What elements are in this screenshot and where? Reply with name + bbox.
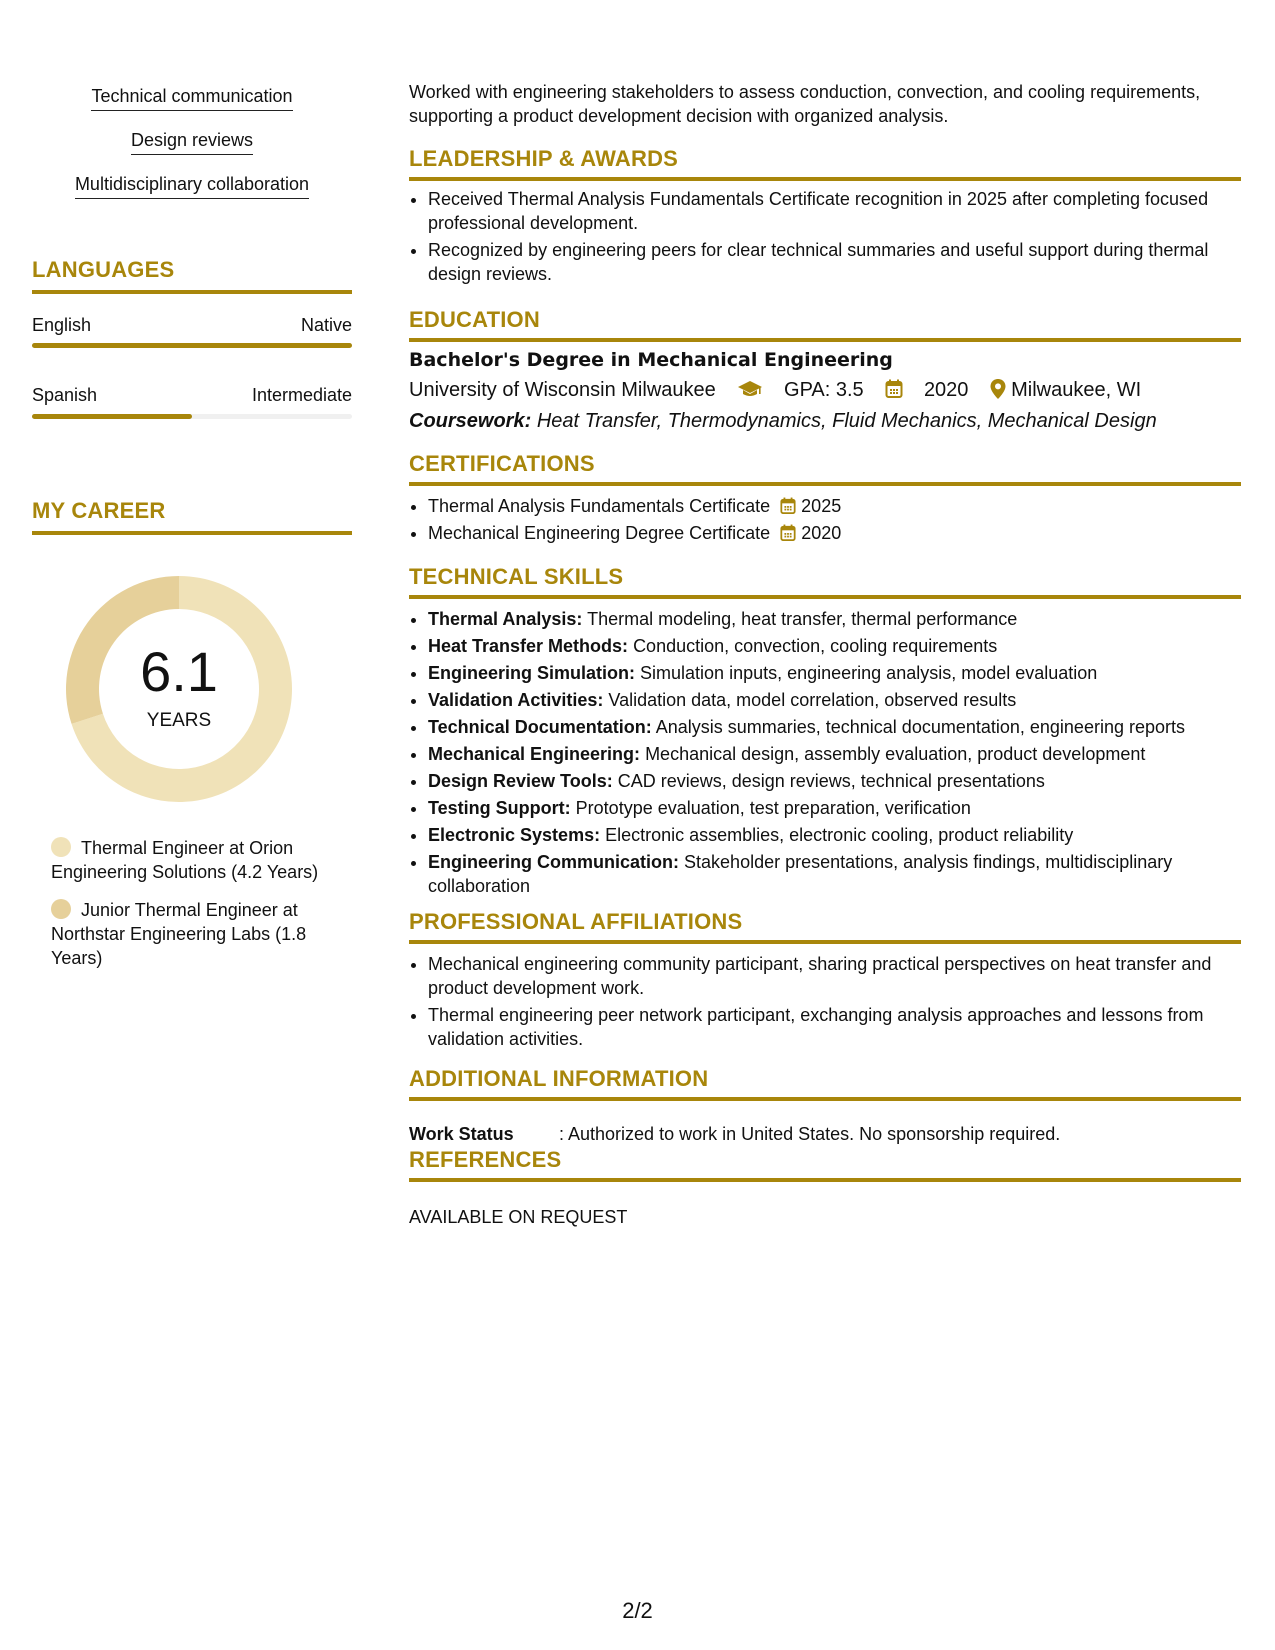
skill-item [428, 823, 1260, 847]
graduation-year: 2020 [923, 379, 969, 401]
career-legend-label: Thermal Engineer at Orion Engineering Solutions (4.2 Years) [51, 838, 319, 882]
legend-dot [51, 837, 71, 857]
skill-text: Conduction, convection, cooling requirements [633, 636, 998, 656]
location-pin-icon [990, 379, 1006, 399]
gpa: GPA: 3.5 [784, 379, 864, 401]
skill-label: Electronic Systems: [428, 825, 601, 845]
skills-heading: TECHNICAL SKILLS [409, 563, 1241, 599]
intro-paragraph: Worked with engineering stakeholders to assess conduction, convection, and cooling requirements, supporting a product development decision with organized analysis. [409, 82, 1201, 126]
certification-year: 2025 [801, 496, 842, 516]
skill-text: Stakeholder presentations, analysis findings, multidisciplinary collaboration [428, 852, 1173, 896]
references-heading: REFERENCES [409, 1146, 1241, 1182]
language-proficiency-bar [32, 343, 352, 348]
skill-item [428, 634, 1260, 658]
degree-title: Bachelor's Degree in Mechanical Engineering [409, 349, 893, 371]
skill-text: Mechanical design, assembly evaluation, product development [645, 744, 1146, 764]
certifications-list [409, 494, 1260, 548]
career-legend-label: Junior Thermal Engineer at Northstar Engineering Labs (1.8 Years) [51, 900, 307, 968]
language-row [32, 313, 352, 337]
language-proficiency-fill [32, 414, 192, 419]
skill-label: Design Review Tools: [428, 771, 613, 791]
work-status-label: Work Status [409, 1124, 514, 1144]
certification-item [428, 494, 1260, 518]
education-heading: EDUCATION [409, 306, 1241, 342]
skill-text: Electronic assemblies, electronic cooling, product reliability [605, 825, 1074, 845]
career-legend [51, 836, 321, 984]
skill-item [428, 688, 1260, 712]
calendar-icon [885, 379, 903, 399]
skill-text: Prototype evaluation, test preparation, verification [575, 798, 971, 818]
list-item: • Thermal engineering peer network participant, exchanging analysis approaches and lessons from validation activities. [428, 1003, 1260, 1051]
tag: Design reviews [131, 128, 253, 155]
language-row [32, 383, 352, 407]
skill-label: Testing Support: [428, 798, 571, 818]
skill-text: Analysis summaries, technical documentation, engineering reports [655, 717, 1185, 737]
language-level: Native [300, 315, 352, 335]
skill-label: Technical Documentation: [428, 717, 652, 737]
certification-item [428, 521, 1260, 545]
skill-label: Validation Activities: [428, 690, 604, 710]
school-name: University of Wisconsin Milwaukee [409, 379, 716, 401]
skill-text: CAD reviews, design reviews, technical presentations [617, 771, 1045, 791]
affiliations-heading: PROFESSIONAL AFFILIATIONS [409, 908, 1241, 944]
certification-name: Thermal Analysis Fundamentals Certificate [428, 496, 771, 516]
work-status-value: : Authorized to work in United States. No sponsorship required. [559, 1124, 1061, 1144]
certifications-heading: CERTIFICATIONS [409, 450, 1241, 486]
additional-info-heading: ADDITIONAL INFORMATION [409, 1065, 1241, 1101]
skill-text: Thermal modeling, heat transfer, thermal performance [587, 609, 1018, 629]
calendar-icon [780, 524, 796, 542]
school-location: Milwaukee, WI [1011, 379, 1142, 401]
skill-text: Simulation inputs, engineering analysis, model evaluation [640, 663, 1098, 683]
coursework [409, 408, 1157, 434]
leadership-list [409, 187, 1260, 289]
tag: Technical communication [91, 84, 292, 111]
certification-name: Mechanical Engineering Degree Certificate [428, 523, 771, 543]
skill-text: Validation data, model correlation, observed results [608, 690, 1017, 710]
education-meta [409, 377, 1141, 403]
skills-list [409, 607, 1260, 901]
career-donut-chart [66, 576, 292, 802]
references-text: AVAILABLE ON REQUEST [409, 1207, 628, 1227]
skill-label: Engineering Simulation: [428, 663, 636, 683]
coursework-list: Heat Transfer, Thermodynamics, Fluid Mechanics, Mechanical Design [536, 410, 1157, 432]
leadership-heading: LEADERSHIP & AWARDS [409, 145, 1241, 181]
strength-tags [32, 84, 352, 216]
affiliations-list [409, 952, 1260, 1054]
career-total-years: 6.1 [140, 640, 218, 703]
skill-item [428, 796, 1260, 820]
language-proficiency-bar [32, 414, 352, 419]
language-level: Intermediate [251, 385, 352, 405]
skill-item [428, 715, 1260, 739]
skill-label: Engineering Communication: [428, 852, 680, 872]
skill-item [428, 742, 1260, 766]
coursework-label: Coursework: [409, 410, 532, 432]
skill-item [428, 769, 1260, 793]
career-legend-item [51, 898, 321, 970]
skill-item [428, 661, 1260, 685]
page-number: 2/2 [622, 1598, 653, 1623]
skill-label: Mechanical Engineering: [428, 744, 641, 764]
legend-dot [51, 899, 71, 919]
graduation-cap-icon [737, 379, 763, 399]
tag: Multidisciplinary collaboration [75, 172, 309, 199]
calendar-icon [780, 497, 796, 515]
language-name: English [32, 315, 92, 335]
work-status-row [409, 1122, 1060, 1146]
list-item: • Mechanical engineering community participant, sharing practical perspectives on heat transfer and product development work. [428, 952, 1260, 1000]
language-name: Spanish [32, 385, 98, 405]
list-item: • Received Thermal Analysis Fundamentals Certificate recognition in 2025 after completing focused professional development. [428, 187, 1260, 235]
skill-item [428, 850, 1260, 898]
career-total-unit: YEARS [146, 710, 212, 731]
skill-label: Thermal Analysis: [428, 609, 583, 629]
languages-heading: LANGUAGES [32, 256, 352, 294]
list-item: • Recognized by engineering peers for clear technical summaries and useful support during thermal design reviews. [428, 238, 1260, 286]
language-proficiency-fill [32, 343, 352, 348]
career-legend-item [51, 836, 321, 884]
skill-item [428, 607, 1260, 631]
skill-label: Heat Transfer Methods: [428, 636, 629, 656]
career-heading: MY CAREER [32, 497, 352, 535]
certification-year: 2020 [801, 523, 842, 543]
